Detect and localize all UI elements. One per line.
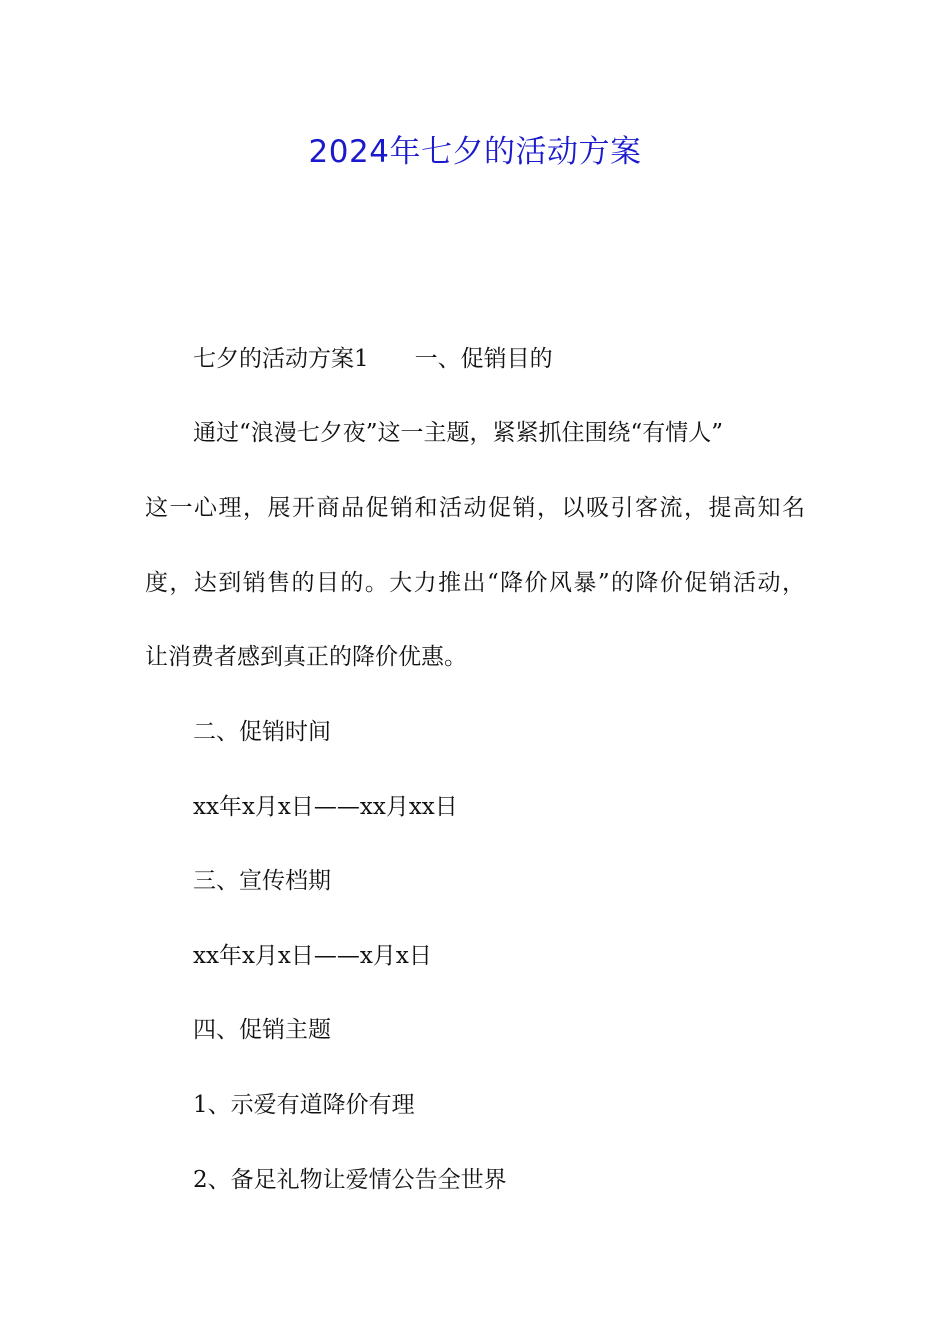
section-heading-schedule: 三、宣传档期 bbox=[193, 868, 331, 894]
document-title: 2024年七夕的活动方案 bbox=[308, 134, 642, 170]
paragraph-line: 这一心理，展开商品促销和活动促销，以吸引客流，提高知名 bbox=[145, 495, 805, 521]
paragraph-line: 通过“浪漫七夕夜”这一主题，紧紧抓住围绕“有情人” bbox=[193, 420, 724, 446]
schedule-date-range: xx年x月x日——x月x日 bbox=[193, 943, 432, 969]
section-heading-purpose: 七夕的活动方案1 一、促销目的 bbox=[193, 346, 553, 372]
section-heading-theme: 四、促销主题 bbox=[193, 1017, 331, 1043]
paragraph-line: 让消费者感到真正的降价优惠。 bbox=[145, 644, 467, 670]
theme-item-1: 1、示爱有道降价有理 bbox=[193, 1092, 415, 1118]
paragraph-line: 度，达到销售的目的。大力推出“降价风暴”的降价促销活动， bbox=[145, 570, 805, 596]
theme-item-2: 2、备足礼物让爱情公告全世界 bbox=[193, 1167, 507, 1193]
section-heading-time: 二、促销时间 bbox=[193, 719, 331, 745]
promotion-date-range: xx年x月x日——xx月xx日 bbox=[193, 794, 458, 820]
